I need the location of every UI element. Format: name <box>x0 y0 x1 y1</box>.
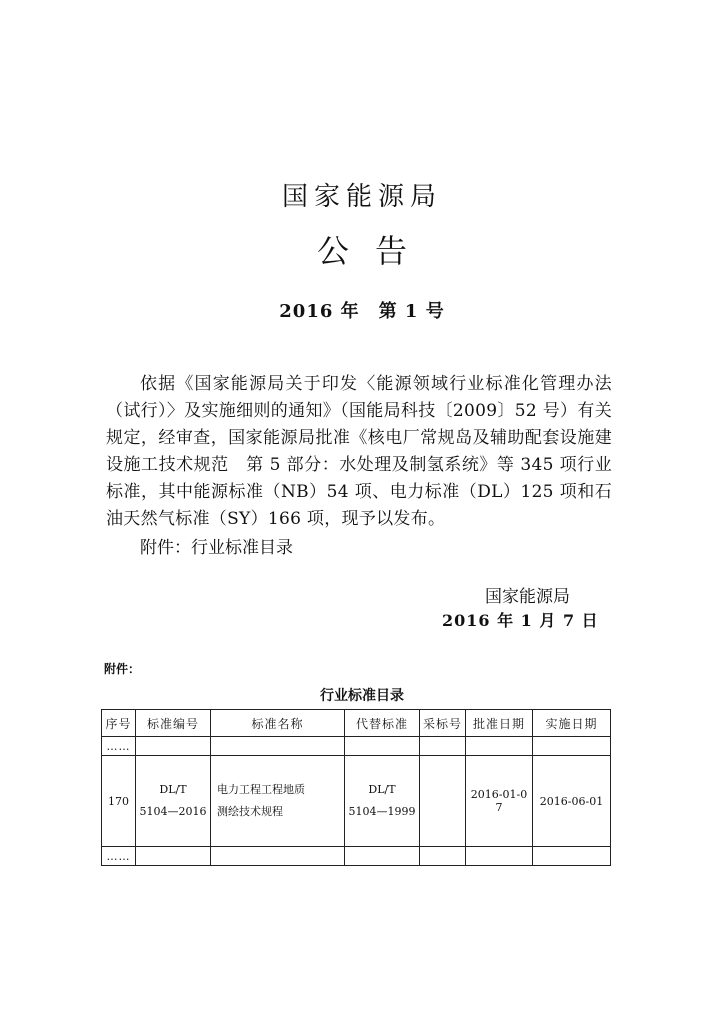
appendix-title: 行业标准目录 <box>320 688 404 704</box>
notice-body <box>106 371 612 533</box>
standards-table <box>101 709 611 866</box>
replaced-standard-prefix: DL/T <box>368 783 396 796</box>
effective-date: 2016-06-01 <box>533 756 611 847</box>
row-number: 170 <box>102 756 136 847</box>
standard-code-prefix: DL/T <box>159 783 187 796</box>
table-row <box>102 756 611 847</box>
replaced-standard-number: 5104—1999 <box>348 805 416 818</box>
column-header: 代替标准 <box>345 710 420 737</box>
column-header: 标准编号 <box>136 710 211 737</box>
column-header: 序号 <box>102 710 136 737</box>
attachment-note: 附件：行业标准目录 <box>140 538 293 558</box>
notice-paragraph: 依据《国家能源局关于印发〈能源领域行业标准化管理办法（试行）〉及实施细则的通知》（国能局科技〔2009〕52 号）有关规定，经审查，国家能源局批准《核电厂常规岛及辅助配套设施建设施工技术规范 第 5 部分：水处理及制氢系统》等 345 项行业标准，其中能源标准（NB）54 项、电力标准（DL）125 项和石油天然气标准（SY）166 项，现予以发布。 <box>106 374 612 529</box>
table-row <box>102 737 611 756</box>
standard-name-line1: 电力工程工程地质 <box>217 783 305 796</box>
standard-name <box>211 756 345 847</box>
column-header: 标准名称 <box>211 710 345 737</box>
replaced-standard <box>345 756 420 847</box>
ellipsis-cell: …… <box>102 847 136 866</box>
notice-title: 公告 <box>316 232 433 270</box>
column-header: 实施日期 <box>533 710 611 737</box>
standard-code-number: 5104—2016 <box>139 805 207 818</box>
adoption-number <box>420 756 466 847</box>
ellipsis-cell: …… <box>102 737 136 756</box>
standard-code <box>136 756 211 847</box>
signature-date: 2016 年 1 月 7 日 <box>442 611 599 630</box>
agency-title: 国家能源局 <box>281 182 442 212</box>
column-header: 采标号 <box>420 710 466 737</box>
standard-name-line2: 测绘技术规程 <box>217 805 283 818</box>
table-header-row <box>102 710 611 737</box>
table-row <box>102 847 611 866</box>
column-header: 批准日期 <box>466 710 533 737</box>
approval-date: 2016-01-07 <box>466 756 533 847</box>
appendix-label: 附件： <box>104 662 141 676</box>
signature-agency: 国家能源局 <box>485 587 570 607</box>
issue-number: 2016 年 第 1 号 <box>279 301 445 322</box>
